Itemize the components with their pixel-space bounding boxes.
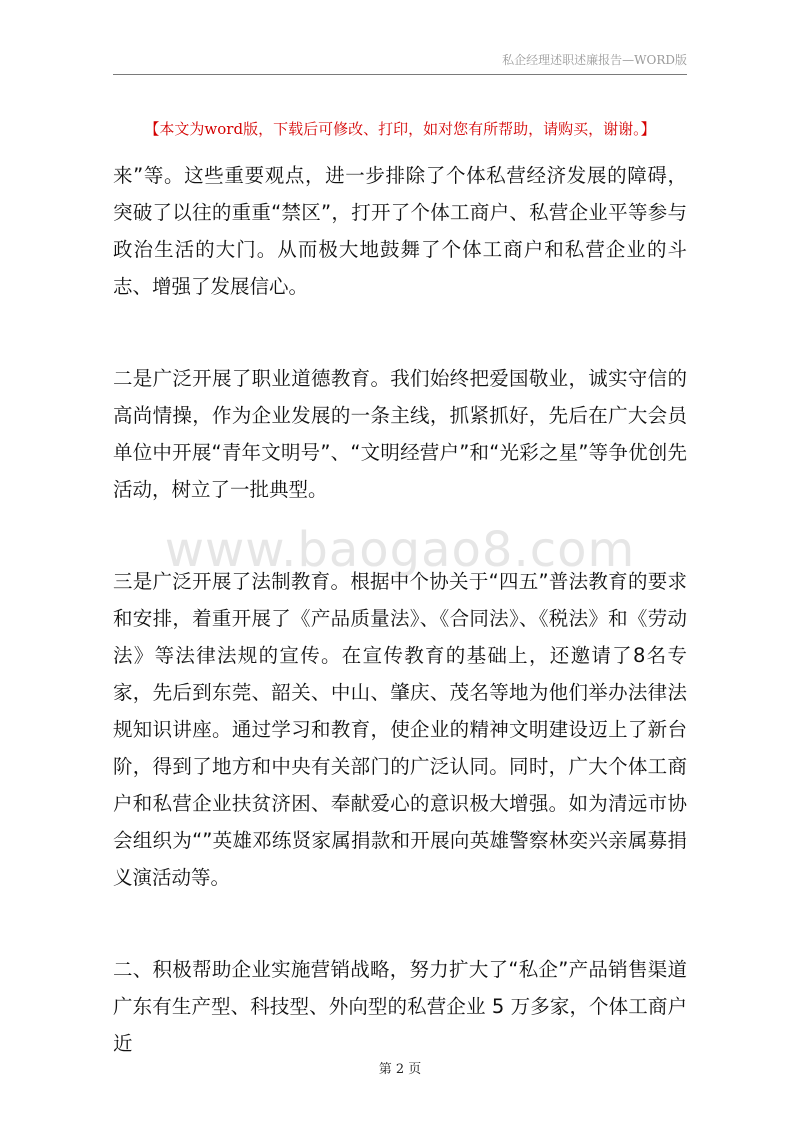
running-header: 私企经理述职述廉报告—WORD版	[502, 53, 687, 67]
paragraph-gap	[113, 508, 687, 563]
purchase-notice: 【本文为word版，下载后可修改、打印，如对您有所帮助，请购买，谢谢。】	[144, 120, 656, 138]
paragraph-1: 来”等。这些重要观点，进一步排除了个体私营经济发展的障碍，突破了以往的重重“禁区”，打开了个体工商户、私营企业平等参与政治生活的大门。从而极大地鼓舞了个体工商户和私营企业的斗志、增强了发展信心。	[113, 164, 687, 298]
watermark: www.baogao8.com	[164, 522, 636, 578]
paragraph-gap	[113, 896, 687, 951]
paragraph-gap	[113, 305, 687, 360]
document-body	[113, 157, 687, 1062]
paragraph-2: 二是广泛开展了职业道德教育。我们始终把爱国敬业，诚实守信的高尚情操，作为企业发展的一条主线，抓紧抓好，先后在广大会员单位中开展“青年文明号”、“文明经营户”和“光彩之星”等争优创先活动，树立了一批典型。	[113, 367, 687, 501]
header-rule	[113, 74, 687, 75]
paragraph-4: 二、积极帮助企业实施营销战略，努力扩大了“私企”产品销售渠道广东有生产型、科技型、外向型的私营企业 5 万多家，个体工商户近	[113, 958, 687, 1055]
page-number: 第 2 页	[378, 1062, 422, 1077]
paragraph-3: 三是广泛开展了法制教育。根据中个协关于“四五”普法教育的要求和安排，着重开展了《产品质量法》、《合同法》、《税法》和《劳动法》等法律法规的宣传。在宣传教育的基础上，还邀请了8名专家，先后到东莞、韶关、中山、肇庆、茂名等地为他们举办法律法规知识讲座。通过学习和教育，使企业的精神文明建设迈上了新台阶，得到了地方和中央有关部门的广泛认同。同时，广大个体工商户和私营企业扶贫济困、奉献爱心的意识极大增强。如为清远市协会组织为“”英雄邓练贤家属捐款和开展向英雄警察林奕兴亲属募捐义演活动等。	[113, 570, 687, 889]
